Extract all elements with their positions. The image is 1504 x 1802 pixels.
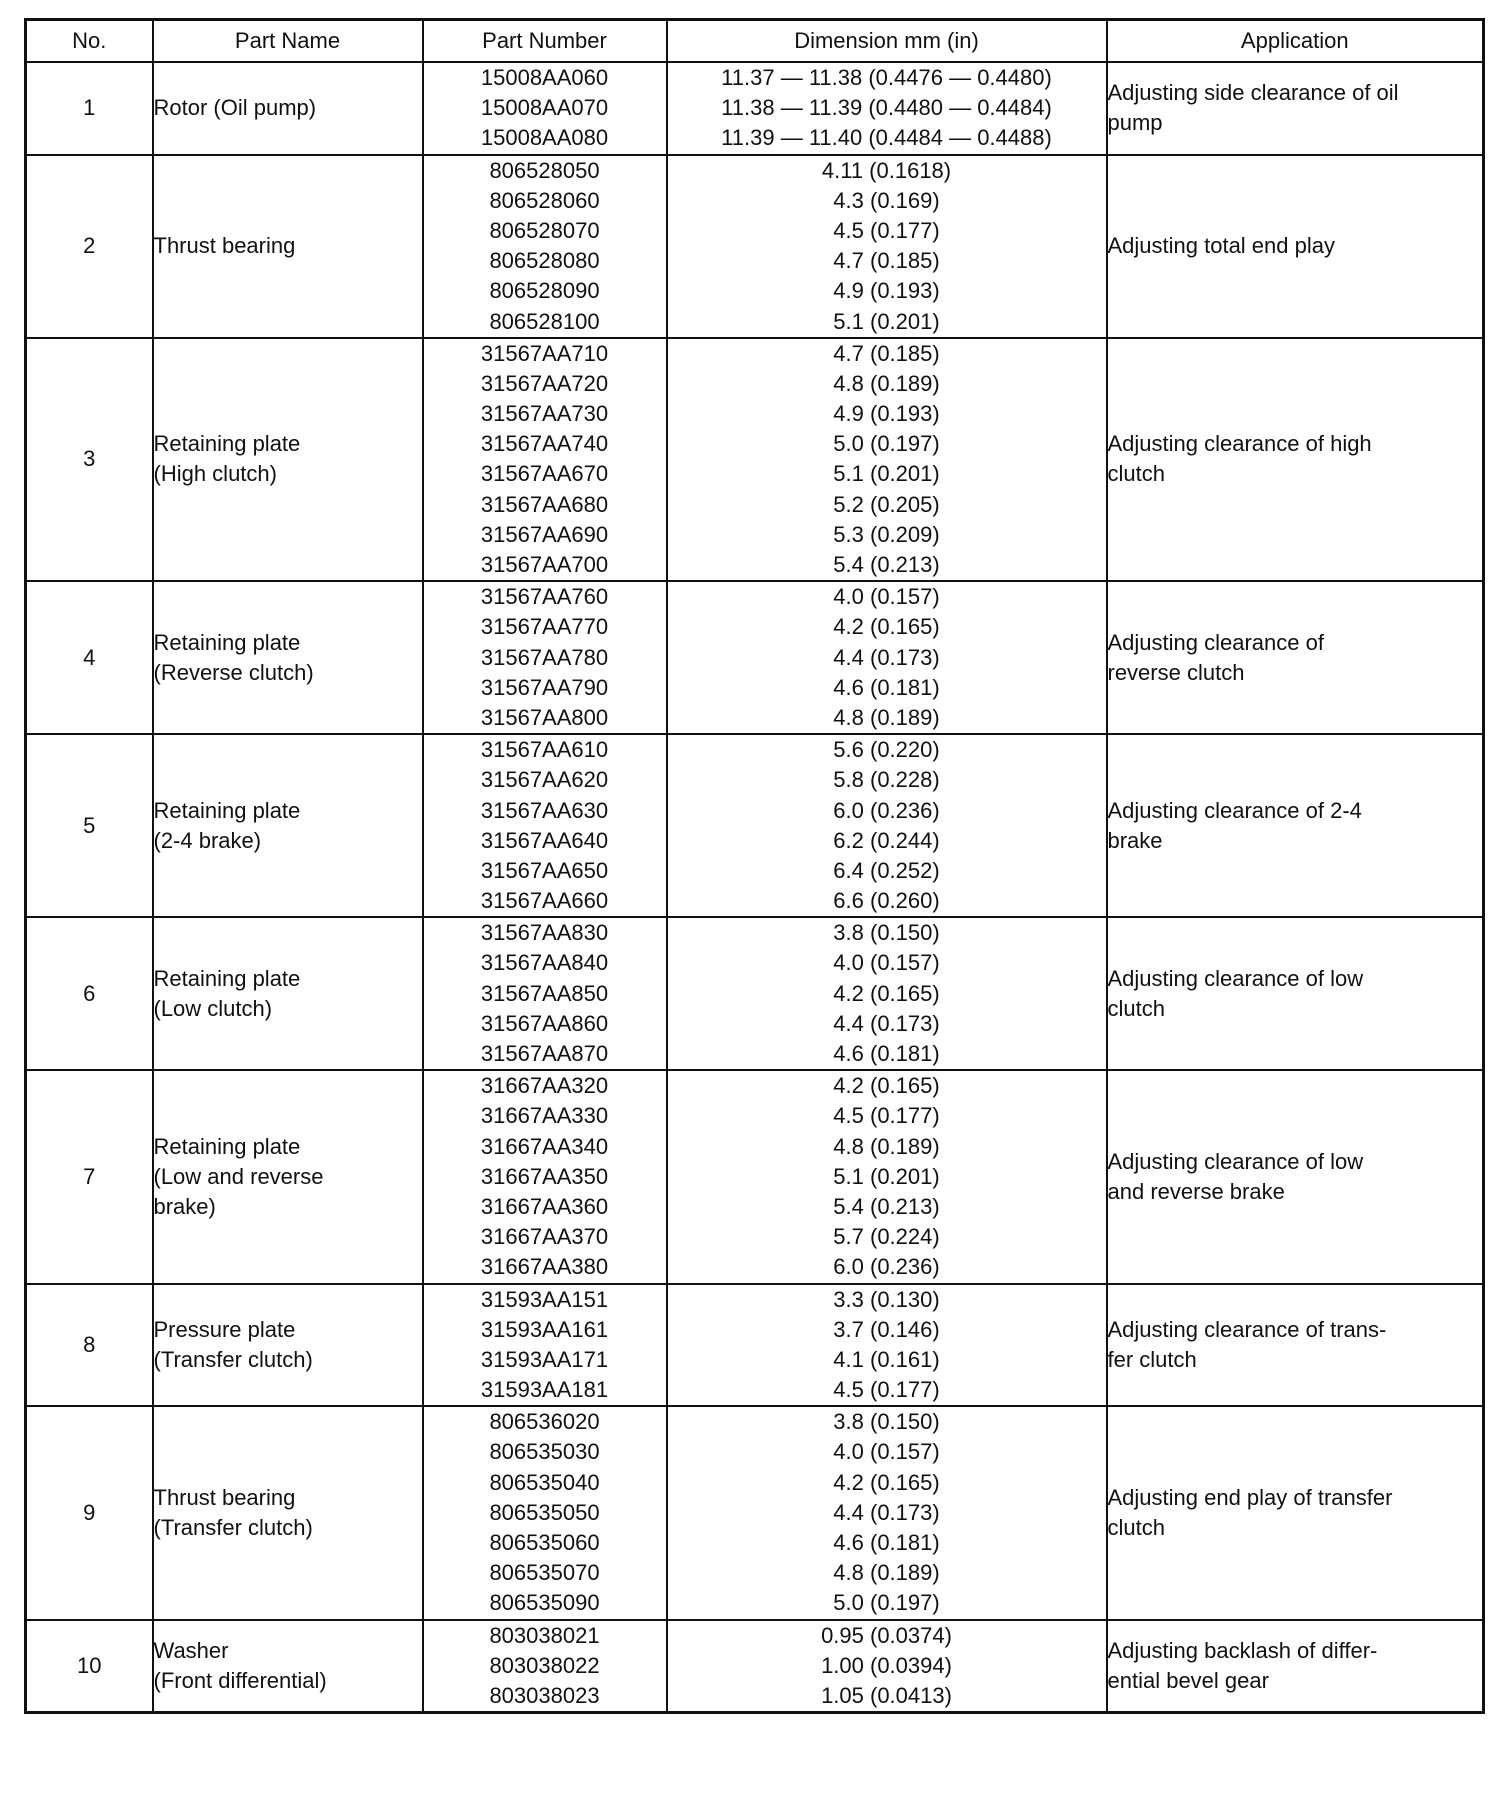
table-row — [26, 1284, 1484, 1407]
dimension-value: 4.0 (0.157) — [833, 1439, 940, 1465]
application-line: Adjusting clearance of low — [1107, 965, 1364, 991]
part-number: 31567AA790 — [480, 674, 609, 700]
part-number: 31567AA690 — [480, 521, 609, 547]
dimension-value: 6.2 (0.244) — [833, 827, 940, 853]
part-number: 806535090 — [489, 1590, 600, 1616]
part-number: 806528060 — [489, 187, 600, 213]
part-number: 31667AA350 — [480, 1163, 609, 1189]
dimension-value: 1.00 (0.0394) — [821, 1652, 952, 1678]
dimension-cell — [667, 1284, 1107, 1407]
table-row — [26, 62, 1484, 155]
part-number: 31567AA840 — [480, 950, 609, 976]
dimension-value: 4.9 (0.193) — [833, 278, 940, 304]
dimension-value: 5.0 (0.197) — [833, 1590, 940, 1616]
part-number-cell — [423, 1284, 667, 1407]
part-number: 806528100 — [489, 308, 600, 334]
part-name-line: Retaining plate — [153, 965, 301, 991]
dimension-cell — [667, 1070, 1107, 1283]
part-number: 31567AA830 — [480, 920, 609, 946]
part-number: 806535050 — [489, 1499, 600, 1525]
part-name-cell — [153, 734, 423, 917]
part-name-cell — [153, 62, 423, 155]
part-number: 15008AA060 — [480, 65, 609, 90]
application-line: Adjusting clearance of — [1107, 629, 1324, 655]
dimension-value: 5.7 (0.224) — [833, 1224, 940, 1250]
application-line: clutch — [1107, 1514, 1165, 1540]
application-line: Adjusting clearance of low — [1107, 1148, 1364, 1174]
application-cell — [1107, 338, 1484, 582]
dimension-value: 4.2 (0.165) — [833, 1073, 940, 1099]
dimension-value: 5.1 (0.201) — [833, 308, 940, 334]
part-number: 806535060 — [489, 1530, 600, 1555]
row-number: 3 — [26, 338, 153, 582]
part-name-line: (2-4 brake) — [153, 827, 262, 853]
dimension-value: 5.8 (0.228) — [833, 767, 940, 793]
part-number: 31593AA171 — [480, 1346, 609, 1372]
part-number: 31567AA800 — [480, 704, 609, 730]
part-name-cell — [153, 1070, 423, 1283]
part-number: 31567AA640 — [480, 827, 609, 853]
dimension-value: 4.8 (0.189) — [833, 704, 940, 730]
part-number-cell — [423, 1406, 667, 1619]
application-cell — [1107, 1284, 1484, 1407]
application-cell — [1107, 917, 1484, 1070]
part-number: 31567AA650 — [480, 857, 609, 883]
part-number-cell — [423, 1620, 667, 1713]
dimension-value: 5.4 (0.213) — [833, 552, 940, 577]
part-number: 31667AA330 — [480, 1103, 609, 1129]
table-row — [26, 917, 1484, 1070]
part-number: 31667AA360 — [480, 1193, 609, 1219]
application-cell — [1107, 62, 1484, 155]
dimension-value: 4.6 (0.181) — [833, 1530, 940, 1555]
spec-page — [24, 18, 1482, 1714]
application-cell — [1107, 1406, 1484, 1619]
dimension-value: 5.0 (0.197) — [833, 431, 940, 457]
part-name-line: Retaining plate — [153, 629, 301, 655]
part-number: 31567AA760 — [480, 584, 609, 610]
table-row — [26, 338, 1484, 582]
row-number: 9 — [26, 1406, 153, 1619]
dimension-value: 4.4 (0.173) — [833, 1010, 940, 1036]
application-cell — [1107, 581, 1484, 734]
application-line: ential bevel gear — [1107, 1667, 1269, 1693]
dimension-value: 5.1 (0.201) — [833, 461, 940, 487]
row-number: 4 — [26, 581, 153, 734]
application-line: pump — [1107, 110, 1163, 136]
part-number-cell — [423, 62, 667, 155]
dimension-cell — [667, 734, 1107, 917]
dimension-cell — [667, 62, 1107, 155]
row-number: 1 — [26, 62, 153, 155]
application-cell — [1107, 1070, 1484, 1283]
part-number: 803038023 — [489, 1682, 600, 1708]
dimension-value: 0.95 (0.0374) — [821, 1622, 952, 1648]
part-number: 31567AA620 — [480, 767, 609, 793]
part-number: 31567AA710 — [480, 340, 609, 366]
part-number: 31567AA680 — [480, 491, 609, 517]
table-row — [26, 1070, 1484, 1283]
part-name-line: brake) — [153, 1193, 216, 1219]
dimension-value: 6.6 (0.260) — [833, 888, 940, 914]
part-number: 31567AA660 — [480, 888, 609, 914]
part-number: 15008AA070 — [480, 95, 609, 121]
part-number: 31593AA151 — [480, 1286, 609, 1312]
part-number: 31593AA181 — [480, 1377, 609, 1403]
row-number: 5 — [26, 734, 153, 917]
part-name-cell — [153, 581, 423, 734]
dimension-value: 4.6 (0.181) — [833, 674, 940, 700]
part-name-line: (Front differential) — [153, 1667, 327, 1693]
part-number-cell — [423, 1070, 667, 1283]
dimension-value: 1.05 (0.0413) — [821, 1682, 952, 1708]
part-name-line: Thrust bearing — [153, 1484, 296, 1510]
application-cell — [1107, 155, 1484, 338]
part-number: 31567AA870 — [480, 1041, 609, 1066]
table-row — [26, 581, 1484, 734]
table-body — [26, 62, 1484, 1713]
dimension-value: 4.3 (0.169) — [833, 187, 940, 213]
part-name-line: Retaining plate — [153, 1133, 301, 1159]
part-name-line: Pressure plate — [153, 1316, 296, 1342]
dimension-value: 4.5 (0.177) — [833, 1103, 940, 1129]
table-row — [26, 1620, 1484, 1713]
application-line: Adjusting total end play — [1107, 233, 1335, 259]
table-row — [26, 734, 1484, 917]
part-number: 31593AA161 — [480, 1316, 609, 1342]
application-line: and reverse brake — [1107, 1178, 1285, 1204]
dimension-value: 4.2 (0.165) — [833, 1469, 940, 1495]
part-number: 806536020 — [489, 1409, 600, 1435]
dimension-value: 4.2 (0.165) — [833, 614, 940, 640]
dimension-value: 3.8 (0.150) — [833, 920, 940, 946]
dimension-value: 4.9 (0.193) — [833, 401, 940, 427]
dimension-value: 6.0 (0.236) — [833, 1254, 940, 1280]
row-number: 10 — [26, 1620, 153, 1713]
row-number: 7 — [26, 1070, 153, 1283]
part-name-cell — [153, 1406, 423, 1619]
header-no: No. — [26, 20, 153, 63]
part-name-cell — [153, 917, 423, 1070]
adjustment-parts-table — [24, 18, 1485, 1714]
part-number: 31567AA780 — [480, 644, 609, 670]
dimension-value: 5.1 (0.201) — [833, 1163, 940, 1189]
dimension-value: 5.4 (0.213) — [833, 1193, 940, 1219]
dimension-cell — [667, 155, 1107, 338]
part-number: 31567AA740 — [480, 431, 609, 457]
dimension-value: 4.5 (0.177) — [833, 217, 940, 243]
part-number-cell — [423, 155, 667, 338]
part-number: 806528080 — [489, 248, 600, 274]
part-name-cell — [153, 338, 423, 582]
application-line: clutch — [1107, 995, 1165, 1021]
dimension-value: 3.7 (0.146) — [833, 1316, 940, 1342]
part-name-cell — [153, 1620, 423, 1713]
header-part-number: Part Number — [423, 20, 667, 63]
dimension-value: 4.1 (0.161) — [833, 1346, 940, 1372]
part-number: 806535030 — [489, 1439, 600, 1465]
application-cell — [1107, 734, 1484, 917]
dimension-value: 4.2 (0.165) — [833, 980, 940, 1006]
dimension-value: 4.8 (0.189) — [833, 1560, 940, 1586]
part-number: 806528090 — [489, 278, 600, 304]
part-number: 803038022 — [489, 1652, 600, 1678]
part-number: 806528050 — [489, 157, 600, 183]
part-name-line: (Low clutch) — [153, 995, 273, 1021]
part-number: 31667AA320 — [480, 1073, 609, 1099]
dimension-value: 11.39 — 11.40 (0.4484 — 0.4488) — [721, 125, 1052, 151]
header-part-name: Part Name — [153, 20, 423, 63]
part-name-line: Washer — [153, 1637, 229, 1663]
part-name-line: Rotor (Oil pump) — [153, 95, 317, 121]
dimension-cell — [667, 338, 1107, 582]
part-number: 15008AA080 — [480, 125, 609, 151]
header-application: Application — [1107, 20, 1484, 63]
application-line: Adjusting clearance of trans- — [1107, 1316, 1387, 1342]
dimension-value: 6.4 (0.252) — [833, 857, 940, 883]
part-number: 803038021 — [489, 1622, 600, 1648]
table-row — [26, 155, 1484, 338]
dimension-value: 4.0 (0.157) — [833, 584, 940, 610]
part-number-cell — [423, 338, 667, 582]
part-name-cell — [153, 1284, 423, 1407]
dimension-value: 4.8 (0.189) — [833, 370, 940, 396]
application-line: fer clutch — [1107, 1346, 1197, 1372]
part-name-line: (Low and reverse — [153, 1163, 324, 1189]
row-number: 8 — [26, 1284, 153, 1407]
part-name-line: (Transfer clutch) — [153, 1514, 313, 1540]
dimension-value: 11.37 — 11.38 (0.4476 — 0.4480) — [721, 65, 1052, 90]
part-number: 806535040 — [489, 1469, 600, 1495]
part-number: 31567AA730 — [480, 401, 609, 427]
dimension-value: 4.11 (0.1618) — [821, 157, 952, 183]
application-cell — [1107, 1620, 1484, 1713]
row-number: 6 — [26, 917, 153, 1070]
application-line: Adjusting clearance of high — [1107, 431, 1372, 457]
row-number: 2 — [26, 155, 153, 338]
part-name-line: Thrust bearing — [153, 233, 296, 259]
dimension-value: 4.8 (0.189) — [833, 1133, 940, 1159]
part-name-line: Retaining plate — [153, 797, 301, 823]
part-name-line: (High clutch) — [153, 461, 277, 487]
part-number: 31567AA670 — [480, 461, 609, 487]
dimension-value: 6.0 (0.236) — [833, 797, 940, 823]
table-header-row — [26, 20, 1484, 63]
part-name-line: (Transfer clutch) — [153, 1346, 313, 1372]
part-number: 31567AA860 — [480, 1010, 609, 1036]
part-number-cell — [423, 581, 667, 734]
dimension-cell — [667, 1620, 1107, 1713]
application-line: brake — [1107, 827, 1163, 853]
table-row — [26, 1406, 1484, 1619]
part-number: 31667AA340 — [480, 1133, 609, 1159]
part-number: 31567AA720 — [480, 370, 609, 396]
dimension-value: 3.3 (0.130) — [833, 1286, 940, 1312]
dimension-cell — [667, 1406, 1107, 1619]
application-line: reverse clutch — [1107, 659, 1245, 685]
application-line: Adjusting clearance of 2-4 — [1107, 797, 1362, 823]
header-dimension: Dimension mm (in) — [667, 20, 1107, 63]
dimension-value: 3.8 (0.150) — [833, 1409, 940, 1435]
part-number: 31567AA850 — [480, 980, 609, 1006]
part-number-cell — [423, 917, 667, 1070]
part-number: 31667AA370 — [480, 1224, 609, 1250]
part-name-line: (Reverse clutch) — [153, 659, 314, 685]
dimension-value: 4.0 (0.157) — [833, 950, 940, 976]
part-number: 31567AA630 — [480, 797, 609, 823]
part-number: 31567AA610 — [480, 737, 609, 763]
dimension-value: 4.6 (0.181) — [833, 1041, 940, 1066]
part-name-line: Retaining plate — [153, 431, 301, 457]
dimension-cell — [667, 917, 1107, 1070]
dimension-value: 4.4 (0.173) — [833, 644, 940, 670]
application-line: Adjusting backlash of differ- — [1107, 1637, 1378, 1663]
dimension-value: 11.38 — 11.39 (0.4480 — 0.4484) — [721, 95, 1052, 121]
dimension-cell — [667, 581, 1107, 734]
application-line: Adjusting end play of transfer — [1107, 1484, 1393, 1510]
dimension-value: 4.4 (0.173) — [833, 1499, 940, 1525]
dimension-value: 5.3 (0.209) — [833, 521, 940, 547]
dimension-value: 4.7 (0.185) — [833, 340, 940, 366]
dimension-value: 4.7 (0.185) — [833, 248, 940, 274]
dimension-value: 5.6 (0.220) — [833, 737, 940, 763]
application-line: Adjusting side clearance of oil — [1107, 80, 1399, 106]
part-number: 806528070 — [489, 217, 600, 243]
dimension-value: 4.5 (0.177) — [833, 1377, 940, 1403]
part-number: 31567AA770 — [480, 614, 609, 640]
dimension-value: 5.2 (0.205) — [833, 491, 940, 517]
part-number: 31667AA380 — [480, 1254, 609, 1280]
part-name-cell — [153, 155, 423, 338]
application-line: clutch — [1107, 461, 1165, 487]
part-number-cell — [423, 734, 667, 917]
part-number: 31567AA700 — [480, 552, 609, 577]
part-number: 806535070 — [489, 1560, 600, 1586]
